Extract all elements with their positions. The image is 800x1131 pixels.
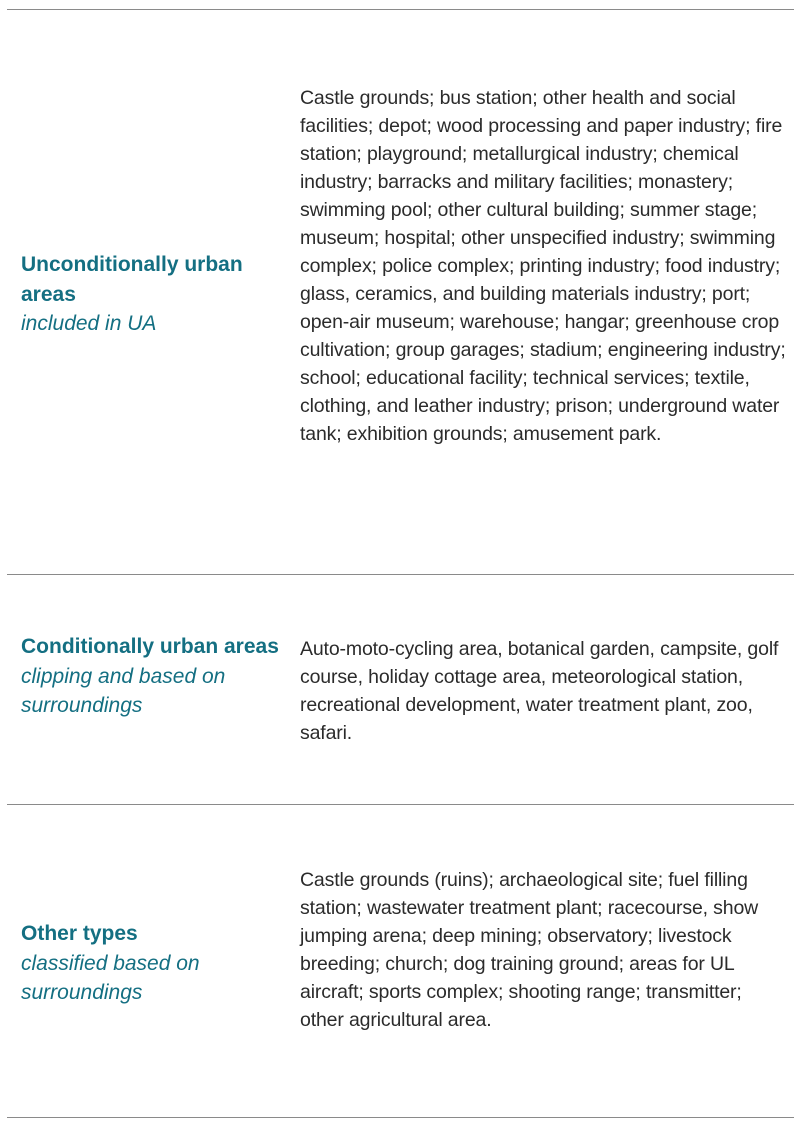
row-title: Unconditionally urban areas bbox=[21, 253, 243, 306]
row-description: Auto-moto-cycling area, botanical garden, campsite, golf course, holiday cottage area, meteorological station, recreational development, water treatment plant, zoo, safari. bbox=[300, 638, 779, 744]
row-title: Other types bbox=[21, 922, 138, 945]
row-label bbox=[21, 632, 283, 721]
row-description: Castle grounds; bus station; other health and social facilities; depot; wood processing and paper industry; fire station; playground; metallurgical industry; chemical industry; barracks and military facilities; monastery; swimming pool; other cultural building; summer stage; museum; hospital; other unspecified industry; swimming complex; police complex; printing industry; food industry; glass, ceramics, and building materials industry; port; open-air museum; warehouse; hangar; greenhouse crop cultivation; group garages; stadium; engineering industry; school; educational facility; technical services; textile, clothing, and leather industry; prison; underground water tank; exhibition grounds; amusement park. bbox=[300, 87, 786, 445]
row-description: Castle grounds (ruins); archaeological site; fuel filling station; wastewater treatment plant; racecourse, show jumping arena; deep mining; observatory; livestock breeding; church; dog training ground; areas for UL aircraft; sports complex; shooting range; transmitter; other agricultural area. bbox=[300, 869, 759, 1031]
row-title: Conditionally urban areas bbox=[21, 635, 279, 658]
bottom-divider bbox=[7, 1117, 794, 1118]
row-subtitle: classified based on surroundings bbox=[21, 951, 200, 1004]
row-subtitle: clipping and based on surroundings bbox=[21, 664, 226, 717]
row-subtitle: included in UA bbox=[21, 312, 157, 335]
row-divider bbox=[7, 804, 794, 805]
top-divider bbox=[7, 9, 794, 10]
row-label bbox=[21, 919, 283, 1008]
row-divider bbox=[7, 574, 794, 575]
row-label bbox=[21, 250, 283, 339]
